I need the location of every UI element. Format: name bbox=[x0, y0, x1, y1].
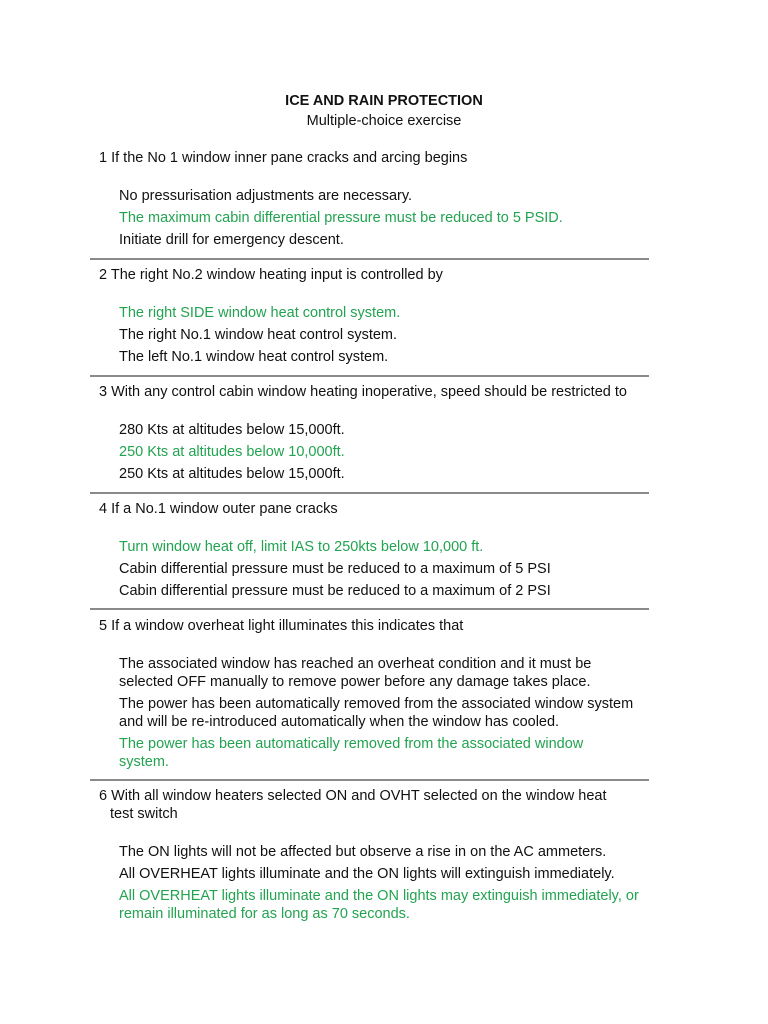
answer-option: The right No.1 window heat control system. bbox=[119, 327, 398, 343]
question-3 bbox=[90, 383, 650, 487]
divider bbox=[90, 492, 649, 494]
divider bbox=[90, 608, 649, 610]
answer-list bbox=[90, 655, 650, 771]
answer-option-correct: The maximum cabin differential pressure must be reduced to 5 PSID. bbox=[119, 210, 563, 226]
page-subtitle: Multiple-choice exercise bbox=[306, 113, 462, 129]
answer-list bbox=[90, 843, 650, 923]
question-text: 3 With any control cabin window heating inoperative, speed should be restricted to bbox=[99, 384, 627, 400]
question-text-line-1: 6 With all window heaters selected ON and OVHT selected on the window heat bbox=[99, 788, 607, 804]
answer-option: Initiate drill for emergency descent. bbox=[119, 232, 344, 248]
answer-option: The ON lights will not be affected but observe a rise in on the AC ammeters. bbox=[119, 844, 607, 860]
answer-option: The left No.1 window heat control system. bbox=[119, 349, 389, 365]
question-text: 2 The right No.2 window heating input is controlled by bbox=[99, 267, 443, 283]
divider bbox=[90, 375, 649, 377]
answer-list bbox=[90, 187, 650, 249]
question-text: 4 If a No.1 window outer pane cracks bbox=[99, 501, 338, 517]
divider bbox=[90, 779, 649, 781]
question-text: 1 If the No 1 window inner pane cracks and arcing begins bbox=[99, 150, 468, 166]
answer-list bbox=[90, 304, 650, 366]
question-5 bbox=[90, 617, 650, 775]
question-text-line-2: test switch bbox=[110, 806, 178, 822]
answer-option: The associated window has reached an overheat condition and it must be selected OFF manually to remove power before any damage takes place. bbox=[119, 656, 592, 690]
answer-list bbox=[90, 538, 650, 600]
answer-option: 250 Kts at altitudes below 15,000ft. bbox=[119, 466, 345, 482]
page-title: ICE AND RAIN PROTECTION bbox=[285, 93, 483, 109]
divider bbox=[90, 258, 649, 260]
question-2 bbox=[90, 266, 650, 370]
answer-option-correct: Turn window heat off, limit IAS to 250kts below 10,000 ft. bbox=[119, 539, 484, 555]
answer-list bbox=[90, 421, 650, 483]
answer-option: 280 Kts at altitudes below 15,000ft. bbox=[119, 422, 345, 438]
answer-option: All OVERHEAT lights illuminate and the ON lights will extinguish immediately. bbox=[119, 866, 615, 882]
question-1 bbox=[90, 149, 650, 253]
question-text bbox=[90, 787, 650, 823]
question-6 bbox=[90, 787, 650, 927]
answer-option-correct: The right SIDE window heat control system. bbox=[119, 305, 401, 321]
answer-option: No pressurisation adjustments are necessary. bbox=[119, 188, 413, 204]
answer-option: The power has been automatically removed from the associated window system and will be re-introduced automatically when the window has cooled. bbox=[119, 696, 634, 730]
answer-option-correct: 250 Kts at altitudes below 10,000ft. bbox=[119, 444, 345, 460]
question-4 bbox=[90, 500, 650, 604]
answer-option: Cabin differential pressure must be reduced to a maximum of 5 PSI bbox=[119, 561, 551, 577]
answer-option-correct: All OVERHEAT lights illuminate and the ON lights may extinguish immediately, or remain illuminated for as long as 70 seconds. bbox=[119, 888, 639, 922]
question-text: 5 If a window overheat light illuminates this indicates that bbox=[99, 618, 464, 634]
answer-option-correct: The power has been automatically removed from the associated window system. bbox=[119, 736, 584, 770]
answer-option: Cabin differential pressure must be reduced to a maximum of 2 PSI bbox=[119, 583, 551, 599]
